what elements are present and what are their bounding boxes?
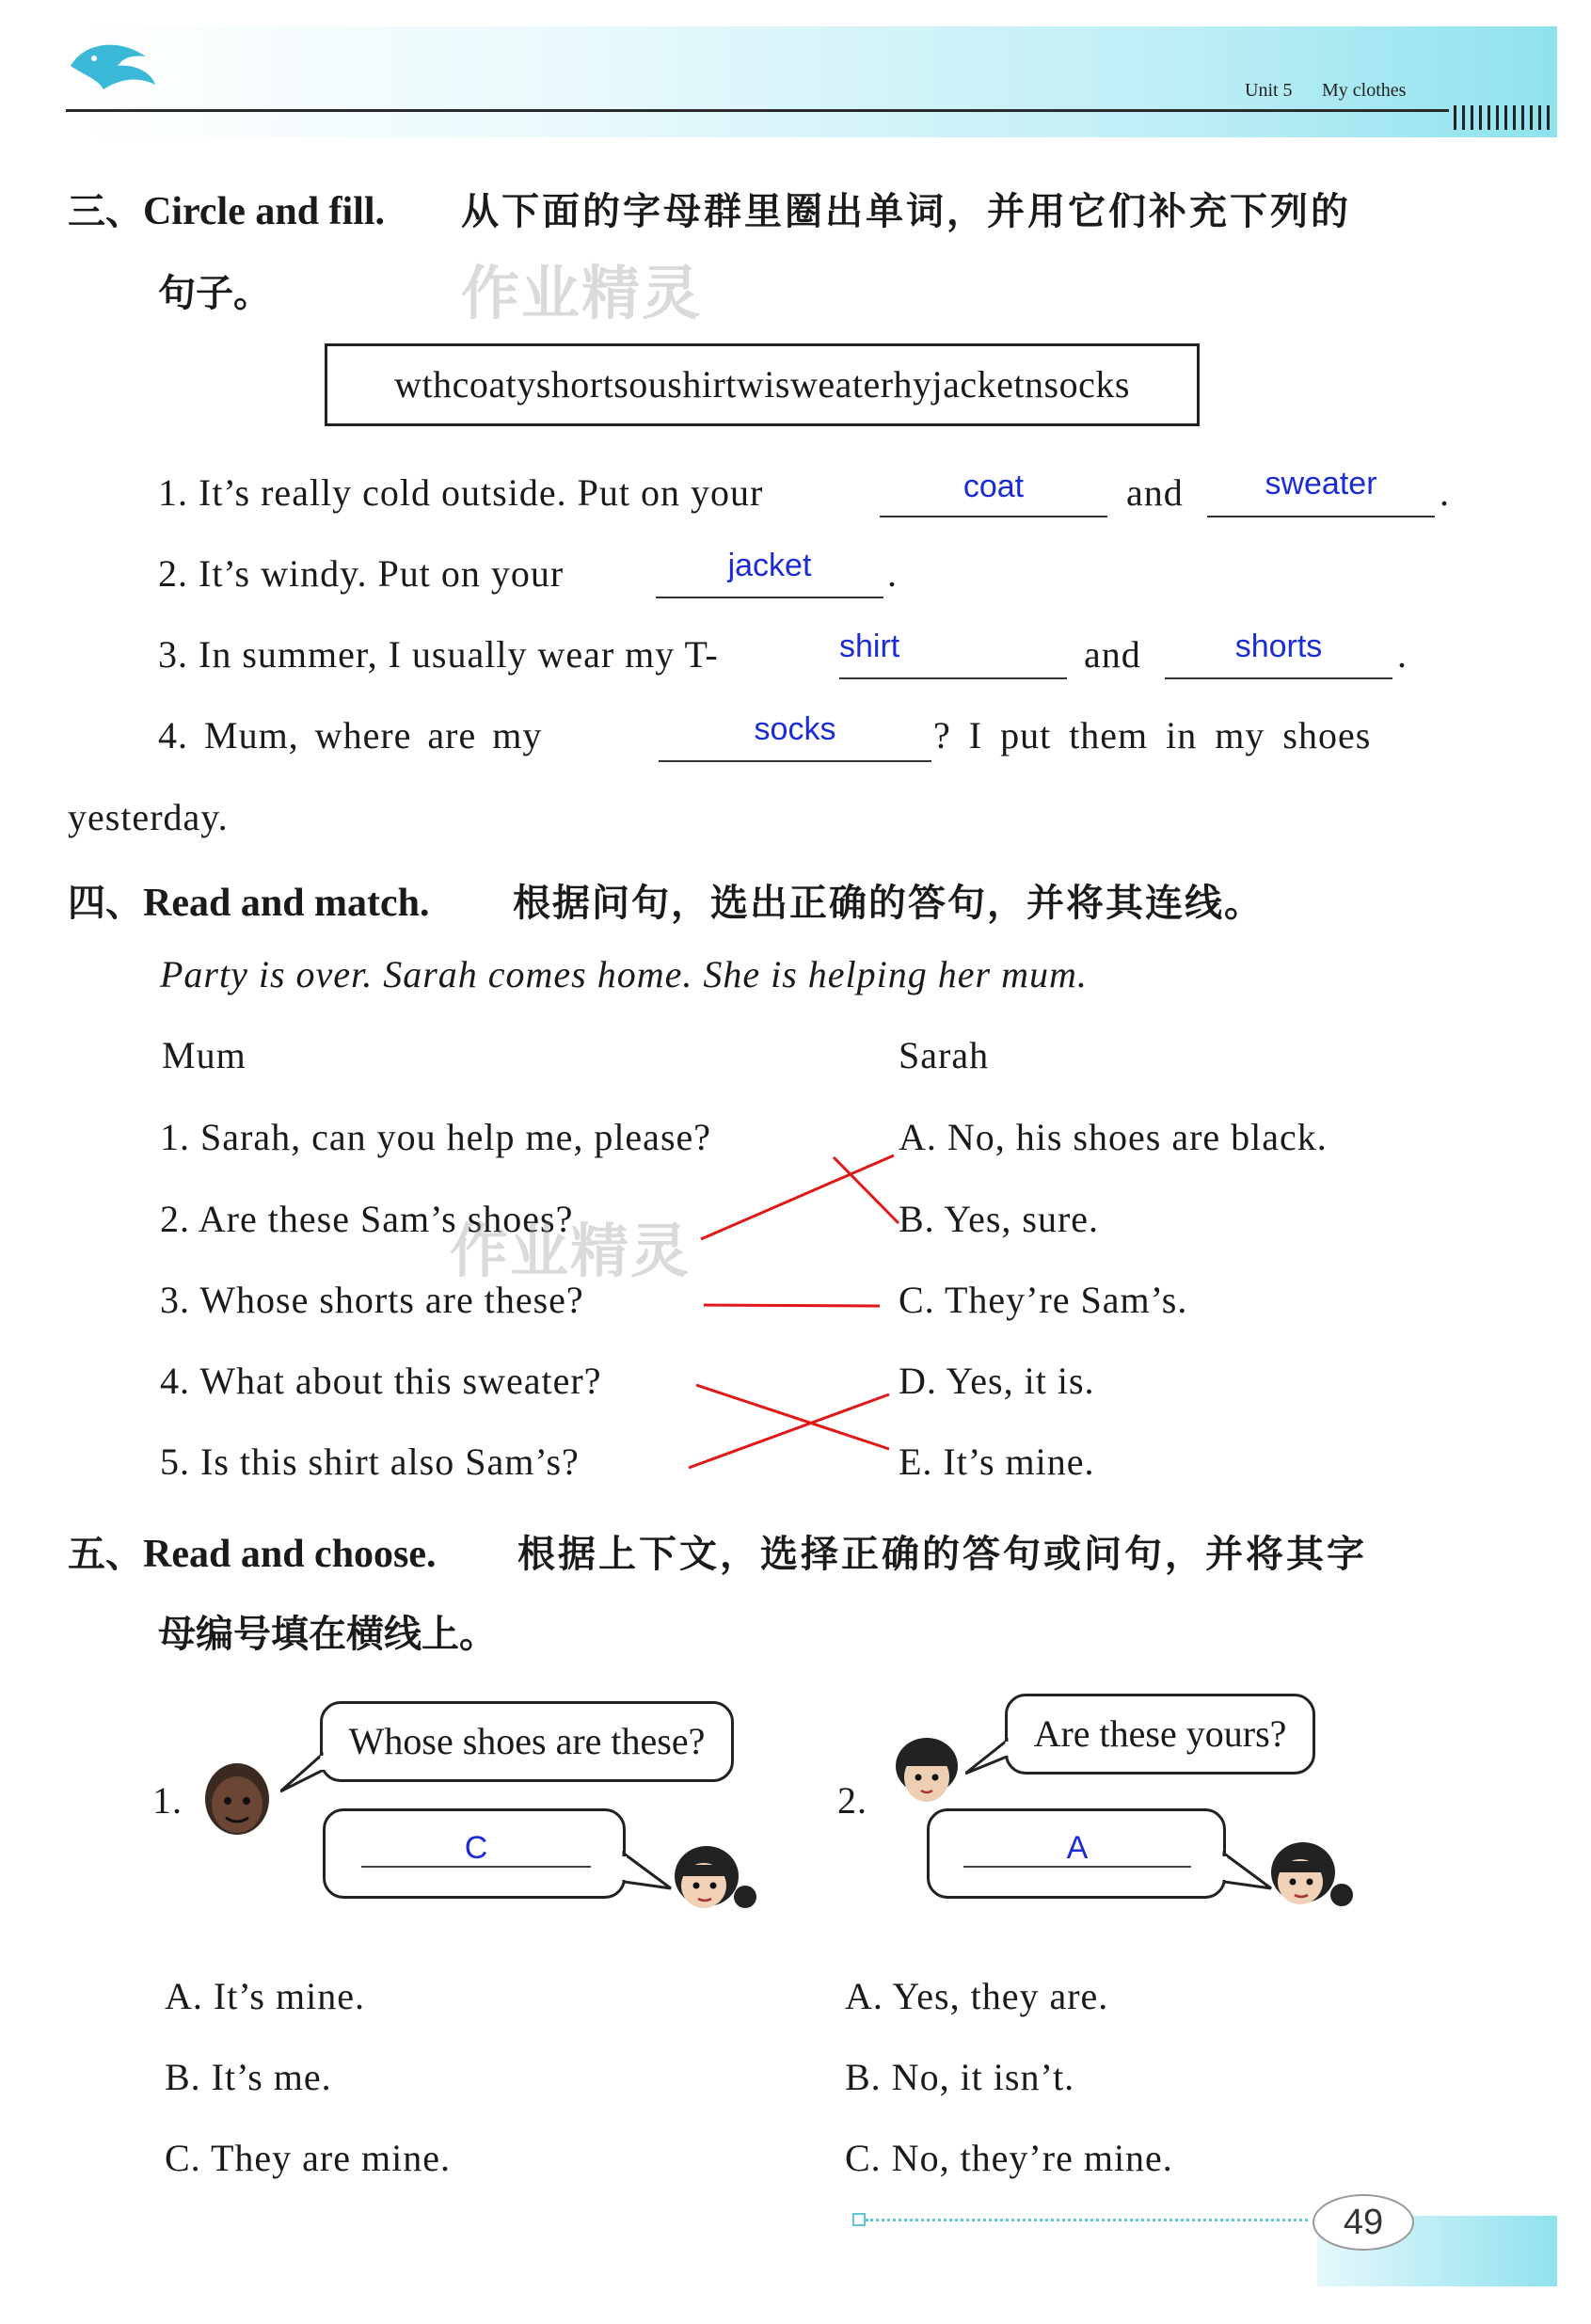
section5-instruction-1: 根据上下文，选择正确的答句或问句，并将其字 [517, 1533, 1367, 1576]
section4-context: Party is over. Sarah comes home. She is helping her mum. [160, 953, 1088, 995]
fill-q1-text: 1. It’s really cold outside. Put on your [158, 471, 764, 514]
match-question-1[interactable]: 1. Sarah, can you help me, please? [160, 1116, 712, 1158]
dialog1-answer-bubble [323, 1808, 626, 1899]
match-answer-d[interactable]: D. Yes, it is. [899, 1360, 1095, 1402]
page-number: 49 [1313, 2194, 1414, 2251]
dialog2-question-tail [965, 1736, 1012, 1783]
fill-q4-line2: yesterday. [68, 796, 229, 838]
section5-title: Read and choose. [143, 1533, 437, 1576]
fill-q3-end: . [1397, 633, 1408, 676]
section3-title: Circle and fill. [143, 190, 386, 233]
dialog1-question-tail [280, 1750, 327, 1797]
match-question-5[interactable]: 5. Is this shirt also Sam’s? [160, 1441, 580, 1483]
dialog1-question: Whose shoes are these? [348, 1720, 706, 1762]
dialog1-option-b[interactable]: B. It’s me. [165, 2056, 332, 2098]
watermark-2: 作业精灵 [450, 1217, 692, 1285]
section3-instruction-2: 句子。 [158, 272, 271, 315]
match-question-3[interactable]: 3. Whose shorts are these? [160, 1279, 584, 1321]
dialog2-number: 2. [837, 1779, 867, 1822]
match-left-header: Mum [162, 1034, 247, 1076]
footer-square [852, 2213, 866, 2226]
match-line-5-d [689, 1394, 889, 1468]
girl-avatar-icon-1 [664, 1842, 758, 1919]
dialog2-option-b[interactable]: B. No, it isn’t. [845, 2056, 1075, 2098]
section4-title: Read and match. [143, 882, 430, 925]
fill-q1-answer-1: coat [963, 469, 1025, 504]
dialog2-answer-bubble [927, 1808, 1226, 1899]
fill-q2-text: 2. It’s windy. Put on your [158, 552, 565, 595]
dialog2-question-bubble [1005, 1694, 1315, 1775]
match-line-4-e [696, 1385, 889, 1449]
fill-q4-suffix: ? I put them in my shoes [933, 714, 1372, 756]
fill-q1-answer-2: sweater [1265, 466, 1377, 501]
match-line-2-a [701, 1155, 894, 1239]
girl-avatar-icon-2 [892, 1736, 962, 1813]
fill-q4-answer-1: socks [754, 711, 836, 747]
fill-q3-answer-1: shirt [839, 629, 900, 664]
dialog1-option-a[interactable]: A. It’s mine. [165, 1975, 365, 2017]
header-unit: Unit 5 [1245, 80, 1293, 101]
match-answer-b[interactable]: B. Yes, sure. [899, 1198, 1100, 1240]
dialog1-answer: C [464, 1830, 488, 1866]
dialog1-question-bubble [320, 1701, 734, 1782]
section5-instruction-2: 母编号填在横线上。 [158, 1613, 497, 1656]
dialog1-option-c[interactable]: C. They are mine. [165, 2137, 451, 2179]
match-line-3-c [704, 1305, 880, 1306]
section4-instruction: 根据问句，选出正确的答句，并将其连线。 [513, 882, 1264, 925]
match-question-4[interactable]: 4. What about this sweater? [160, 1360, 602, 1402]
match-question-2[interactable]: 2. Are these Sam’s shoes? [160, 1198, 574, 1240]
match-answer-e[interactable]: E. It’s mine. [899, 1441, 1095, 1483]
section3-instruction-1: 从下面的字母群里圈出单词，并用它们补充下列的 [461, 190, 1351, 233]
section4-number: 四、 [68, 882, 143, 925]
section5-heading [68, 1524, 437, 1578]
section5-number: 五、 [68, 1533, 143, 1576]
dialog2-question: Are these yours? [1033, 1712, 1287, 1755]
girl-avatar-icon-3 [1261, 1837, 1355, 1918]
fill-q3-answer-2: shorts [1234, 629, 1323, 664]
match-right-header: Sarah [899, 1034, 990, 1076]
header-title: My clothes [1322, 80, 1407, 101]
dialog2-option-a[interactable]: A. Yes, they are. [845, 1975, 1109, 2017]
section3-number: 三、 [68, 190, 143, 233]
fill-q4-text: 4. Mum, where are my [158, 714, 543, 756]
dialog2-answer: A [1066, 1830, 1089, 1866]
boy-avatar-icon [199, 1758, 275, 1844]
fill-q3-and: and [1084, 633, 1141, 676]
footer-dotted-rule [866, 2219, 1308, 2221]
watermark: 作业精灵 [461, 259, 703, 327]
match-answer-c[interactable]: C. They’re Sam’s. [899, 1279, 1188, 1321]
dialog2-option-c[interactable]: C. No, they’re mine. [845, 2137, 1173, 2179]
fill-q3-text: 3. In summer, I usually wear my T- [158, 633, 719, 676]
dialog1-number: 1. [152, 1779, 183, 1822]
fill-q1-and: and [1126, 471, 1184, 514]
fill-q1-end: . [1440, 471, 1450, 514]
fill-q2-end: . [887, 552, 898, 595]
fill-q2-answer-1: jacket [727, 548, 812, 583]
letter-group-box: wthcoatyshortsoushirtwisweaterhyjacketnsocks [325, 343, 1200, 426]
match-answer-a[interactable]: A. No, his shoes are black. [899, 1116, 1328, 1158]
